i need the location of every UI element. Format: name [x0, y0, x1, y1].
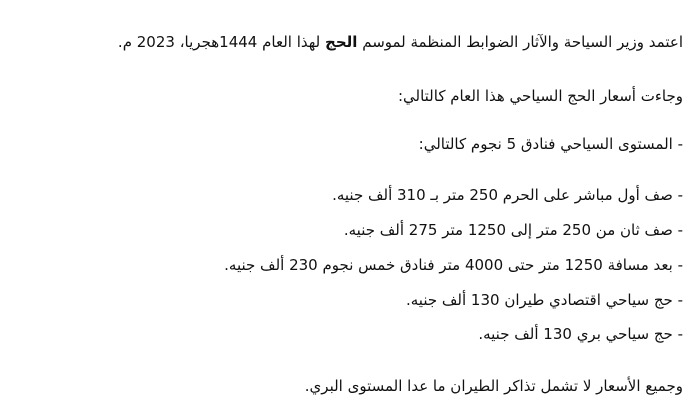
prices-heading: وجاءت أسعار الحج السياحي هذا العام كالتالي: — [397, 87, 683, 105]
intro-paragraph — [10, 31, 683, 53]
intro-suffix: لهذا العام 1444هجريا، 2023 م. — [117, 33, 326, 51]
price-item-land-hajj: - حج سياحي بري 130 ألف جنيه. — [478, 325, 683, 343]
five-star-level-heading: - المستوى السياحي فنادق 5 نجوم كالتالي: — [418, 135, 683, 153]
price-item-second-row: - صف ثان من 250 متر إلى 1250 متر 275 ألف جنيه. — [343, 221, 683, 239]
footer-note: وجميع الأسعار لا تشمل تذاكر الطيران ما عدا المستوى البري. — [304, 377, 683, 395]
price-item-distance-4000: - بعد مسافة 1250 متر حتى 4000 متر فنادق خمس نجوم 230 ألف جنيه. — [224, 256, 683, 274]
intro-prefix: اعتمد وزير السياحة والآثار الضوابط المنظمة لموسم — [357, 33, 683, 51]
price-item-first-row: - صف أول مباشر على الحرم 250 متر بـ 310 ألف جنيه. — [332, 186, 683, 204]
price-item-economy-flight: - حج سياحي اقتصادي طيران 130 ألف جنيه. — [405, 291, 683, 309]
intro-bold-keyword: الحج — [325, 33, 358, 51]
